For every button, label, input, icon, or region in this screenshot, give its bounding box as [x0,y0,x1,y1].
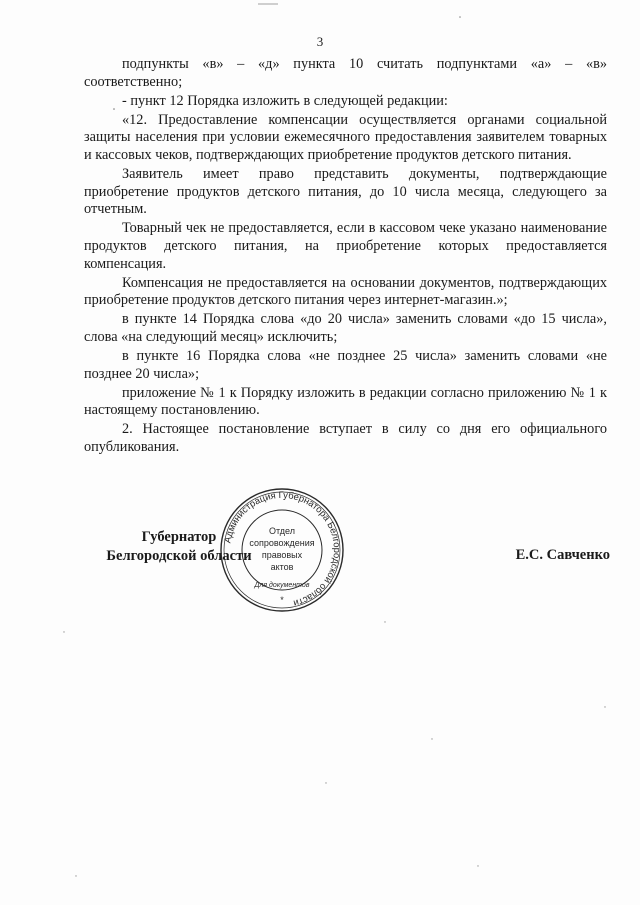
scan-speck [384,621,385,622]
scan-speck [63,631,64,632]
scan-speck [431,738,432,739]
scan-speck [258,3,278,5]
stamp-bottom-text: Для документов [254,582,310,589]
paragraph: 2. Настоящее постановление вступает в силу со дня его официального опубликования. [84,421,607,455]
paragraph: приложение № 1 к Порядку изложить в редакции согласно приложению № 1 к настоящему постановлению. [84,384,607,419]
scan-speck [75,875,76,876]
paragraph: в пункте 16 Порядка слова «не позднее 25 числа» заменить словами «не позднее 20 числа»; [84,348,607,382]
paragraph: - пункт 12 Порядка изложить в следующей редакции: [122,92,448,109]
document-body [84,56,607,458]
official-stamp [219,487,345,613]
signatory-title-line1: Губернатор [141,529,217,545]
scan-speck [604,706,605,707]
page-number: 3 [316,34,324,49]
signatory-title-line2: Белгородской области [106,548,252,564]
paragraph: Компенсация не предоставляется на основании документов, подтверждающих приобретение продуктов детского питания через интернет-магазин.»; [84,274,607,309]
stamp-inner-line1: Отдел [268,526,296,536]
paragraph: Заявитель имеет право представить документы, подтверждающие приобретение продуктов детского питания, до 10 числа месяца, следующего за отчетным. [84,166,607,218]
stamp-inner-line4: актов [270,562,294,572]
paragraph: подпункты «в» – «д» пункта 10 считать подпунктами «а» – «в» соответственно; [84,56,607,90]
paragraph: «12. Предоставление компенсации осуществляется органами социальной защиты населения при условии ежемесячного предоставления заявителем товарных и кассовых чеков, подтверждающих приобретение продуктов детского питания. [84,111,607,163]
scan-speck [459,16,461,18]
stamp-inner-line2: сопровождения [249,538,315,548]
paragraph: Товарный чек не предоставляется, если в кассовом чеке указано наименование продуктов детского питания, на приобретение которых предоставляется компенсация. [84,220,607,272]
stamp-inner-line3: правовых [261,550,303,560]
paragraph: в пункте 14 Порядка слова «до 20 числа» заменить словами «до 15 числа», слова «на следующий месяц» исключить; [84,311,607,345]
signatory-name: Е.С. Савченко [515,547,610,563]
scan-speck [477,865,478,866]
stamp-outer-text: Администрация Губернатора Белгородской области [221,488,344,610]
stamp-star: * [280,595,284,605]
scan-speck [325,782,326,783]
